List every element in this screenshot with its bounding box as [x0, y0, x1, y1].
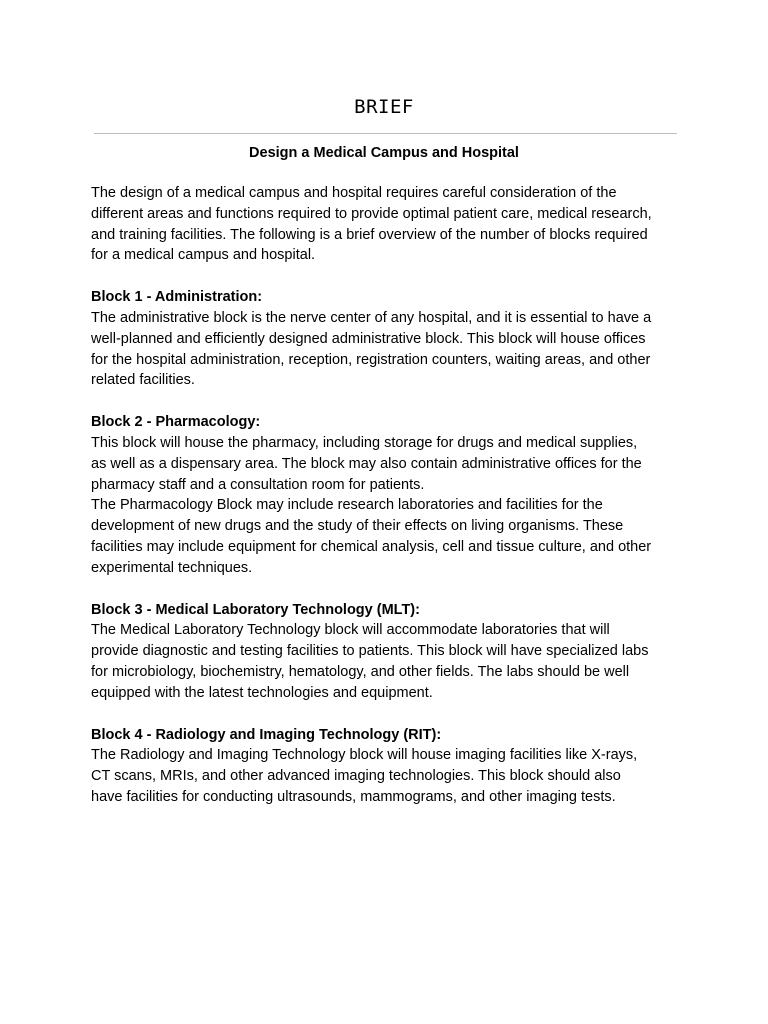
block-1-line: The administrative block is the nerve center of any hospital, and it is essential to have a	[91, 309, 652, 326]
intro-line: different areas and functions required to provide optimal patient care, medical research,	[91, 205, 652, 222]
block-4-line: CT scans, MRIs, and other advanced imaging technologies. This block should also	[91, 768, 621, 785]
block-2-line: as well as a dispensary area. The block may also contain administrative offices for the	[91, 455, 642, 472]
intro-line: for a medical campus and hospital.	[91, 247, 316, 264]
block-1-line: related facilities.	[91, 372, 195, 389]
block-2-heading: Block 2 - Pharmacology:	[91, 414, 261, 431]
block-4-line: have facilities for conducting ultrasounds, mammograms, and other imaging tests.	[91, 788, 616, 805]
block-2-line: pharmacy staff and a consultation room for patients.	[91, 476, 425, 493]
block-4-heading: Block 4 - Radiology and Imaging Technology (RIT):	[91, 726, 442, 743]
block-1-heading: Block 1 - Administration:	[91, 289, 263, 306]
block-1-line: for the hospital administration, reception, registration counters, waiting areas, and other	[91, 351, 651, 368]
block-3-line: for microbiology, biochemistry, hematology, and other fields. The labs should be well	[91, 663, 630, 680]
block-4-line: The Radiology and Imaging Technology block will house imaging facilities like X-rays,	[91, 747, 638, 764]
block-2-section	[91, 412, 681, 578]
block-4-section	[91, 725, 681, 808]
block-3-heading: Block 3 - Medical Laboratory Technology (MLT):	[91, 601, 420, 618]
block-2-line: The Pharmacology Block may include research laboratories and facilities for the	[91, 497, 603, 514]
title-divider	[94, 133, 677, 134]
block-2-line: facilities may include equipment for chemical analysis, cell and tissue culture, and other	[91, 538, 652, 555]
document-body	[91, 183, 681, 829]
intro-line: and training facilities. The following is a brief overview of the number of blocks required	[91, 226, 648, 243]
block-1-line: well-planned and efficiently designed administrative block. This block will house offices	[91, 330, 646, 347]
block-3-line: provide diagnostic and testing facilities to patients. This block will have specialized labs	[91, 643, 649, 660]
block-1-section	[91, 287, 681, 391]
intro-line: The design of a medical campus and hospital requires careful consideration of the	[91, 185, 617, 201]
block-3-line: equipped with the latest technologies and equipment.	[91, 684, 433, 701]
block-3-line: The Medical Laboratory Technology block will accommodate laboratories that will	[91, 622, 610, 639]
block-2-line: development of new drugs and the study of their effects on living organisms. These	[91, 518, 624, 535]
intro-paragraph	[91, 183, 681, 266]
document-title: BRIEF	[354, 96, 414, 118]
block-2-line: This block will house the pharmacy, including storage for drugs and medical supplies,	[91, 434, 638, 451]
block-3-section	[91, 600, 681, 704]
block-2-line: experimental techniques.	[91, 559, 253, 576]
document-subtitle: Design a Medical Campus and Hospital	[249, 145, 519, 161]
